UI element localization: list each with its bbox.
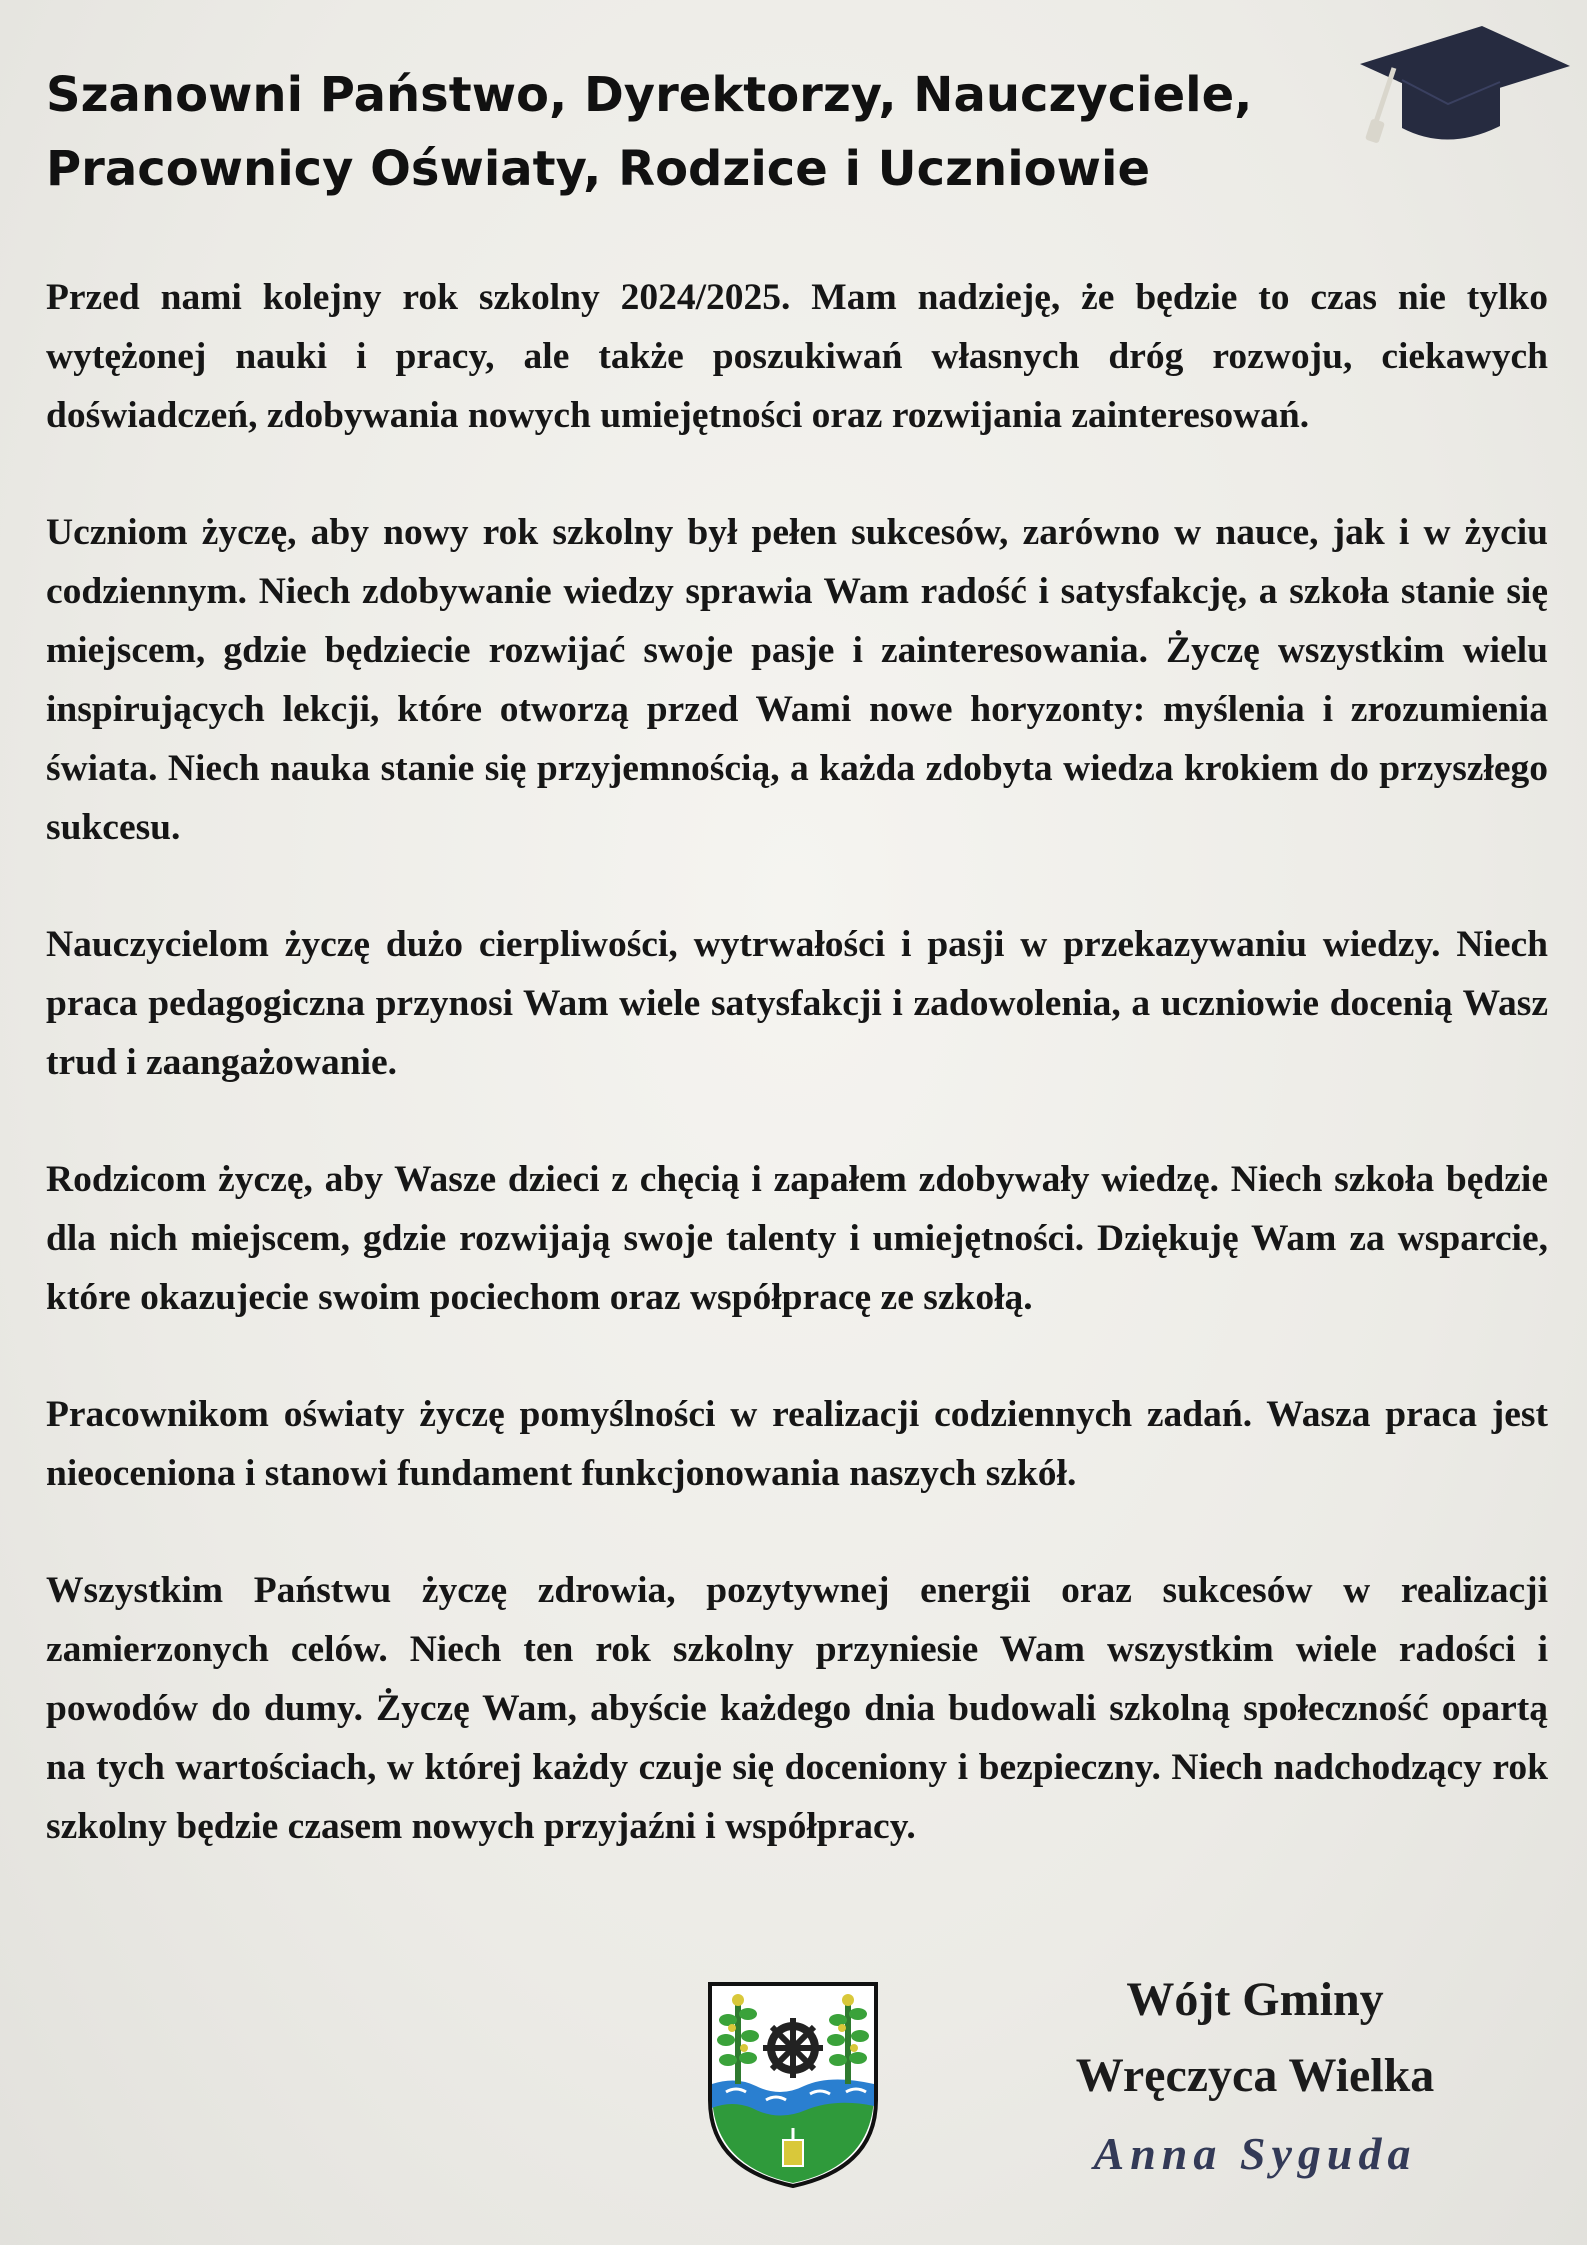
municipal-coat-of-arms-icon [706, 1980, 880, 2190]
paragraph-1: Przed nami kolejny rok szkolny 2024/2025. Mam nadzieję, że będzie to czas nie tylko wytężonej nauki i pracy, ale także poszukiwań własnych dróg rozwoju, ciekawych doświadczeń, zdobywania nowych umiejętności oraz rozwijania zainteresowań. [46, 277, 1548, 436]
signature-block [1010, 1962, 1500, 2194]
paragraph-2: Uczniom życzę, aby nowy rok szkolny był pełen sukcesów, zarówno w nauce, jak i w życiu codziennym. Niech zdobywanie wiedzy sprawia Wam radość i satysfakcję, a szkoła stanie się miejscem, gdzie będziecie rozwijać swoje pasje i zainteresowania. Życzę wszystkim wielu inspirujących lekcji, które otworzą przed Wami nowe horyzonty: myślenia i zrozumienia świata. Niech nauka stanie się przyjemnością, a każda zdobyta wiedza krokiem do przyszłego sukcesu. [46, 512, 1548, 848]
letter-body [46, 268, 1548, 1914]
page-title [46, 58, 1306, 206]
signature-role-line-2: Wręczyca Wielka [1075, 2049, 1435, 2102]
signature-name: Anna Syguda [1093, 2128, 1417, 2179]
paragraph-5: Pracownikom oświaty życzę pomyślności w realizacji codziennych zadań. Wasza praca jest nieoceniona i stanowi fundament funkcjonowania naszych szkół. [46, 1394, 1548, 1494]
paragraph-4: Rodzicom życzę, aby Wasze dzieci z chęcią i zapałem zdobywały wiedzę. Niech szkoła będzie dla nich miejscem, gdzie rozwijają swoje talenty i umiejętności. Dziękuję Wam za wsparcie, które okazujecie swoim pociechom oraz współpracę ze szkołą. [46, 1159, 1548, 1318]
paragraph-6: Wszystkim Państwu życzę zdrowia, pozytywnej energii oraz sukcesów w realizacji zamierzonych celów. Niech ten rok szkolny przyniesie Wam wszystkim wiele radości i powodów do dumy. Życzę Wam, abyście każdego dnia budowali szkolną społeczność opartą na tych wartościach, w której każdy czuje się doceniony i bezpieczny. Niech nadchodzący rok szkolny będzie czasem nowych przyjaźni i współpracy. [46, 1570, 1548, 1847]
title-line-1: Szanowni Państwo, Dyrektorzy, Nauczyciele, [46, 67, 1253, 123]
graduation-cap-icon [1350, 22, 1572, 162]
signature-role-line-1: Wójt Gminy [1126, 1973, 1384, 2026]
title-line-2: Pracownicy Oświaty, Rodzice i Uczniowie [46, 141, 1150, 197]
paragraph-3: Nauczycielom życzę dużo cierpliwości, wytrwałości i pasji w przekazywaniu wiedzy. Niech praca pedagogiczna przynosi Wam wiele satysfakcji i zadowolenia, a uczniowie docenią Wasz trud i zaangażowanie. [46, 924, 1548, 1083]
